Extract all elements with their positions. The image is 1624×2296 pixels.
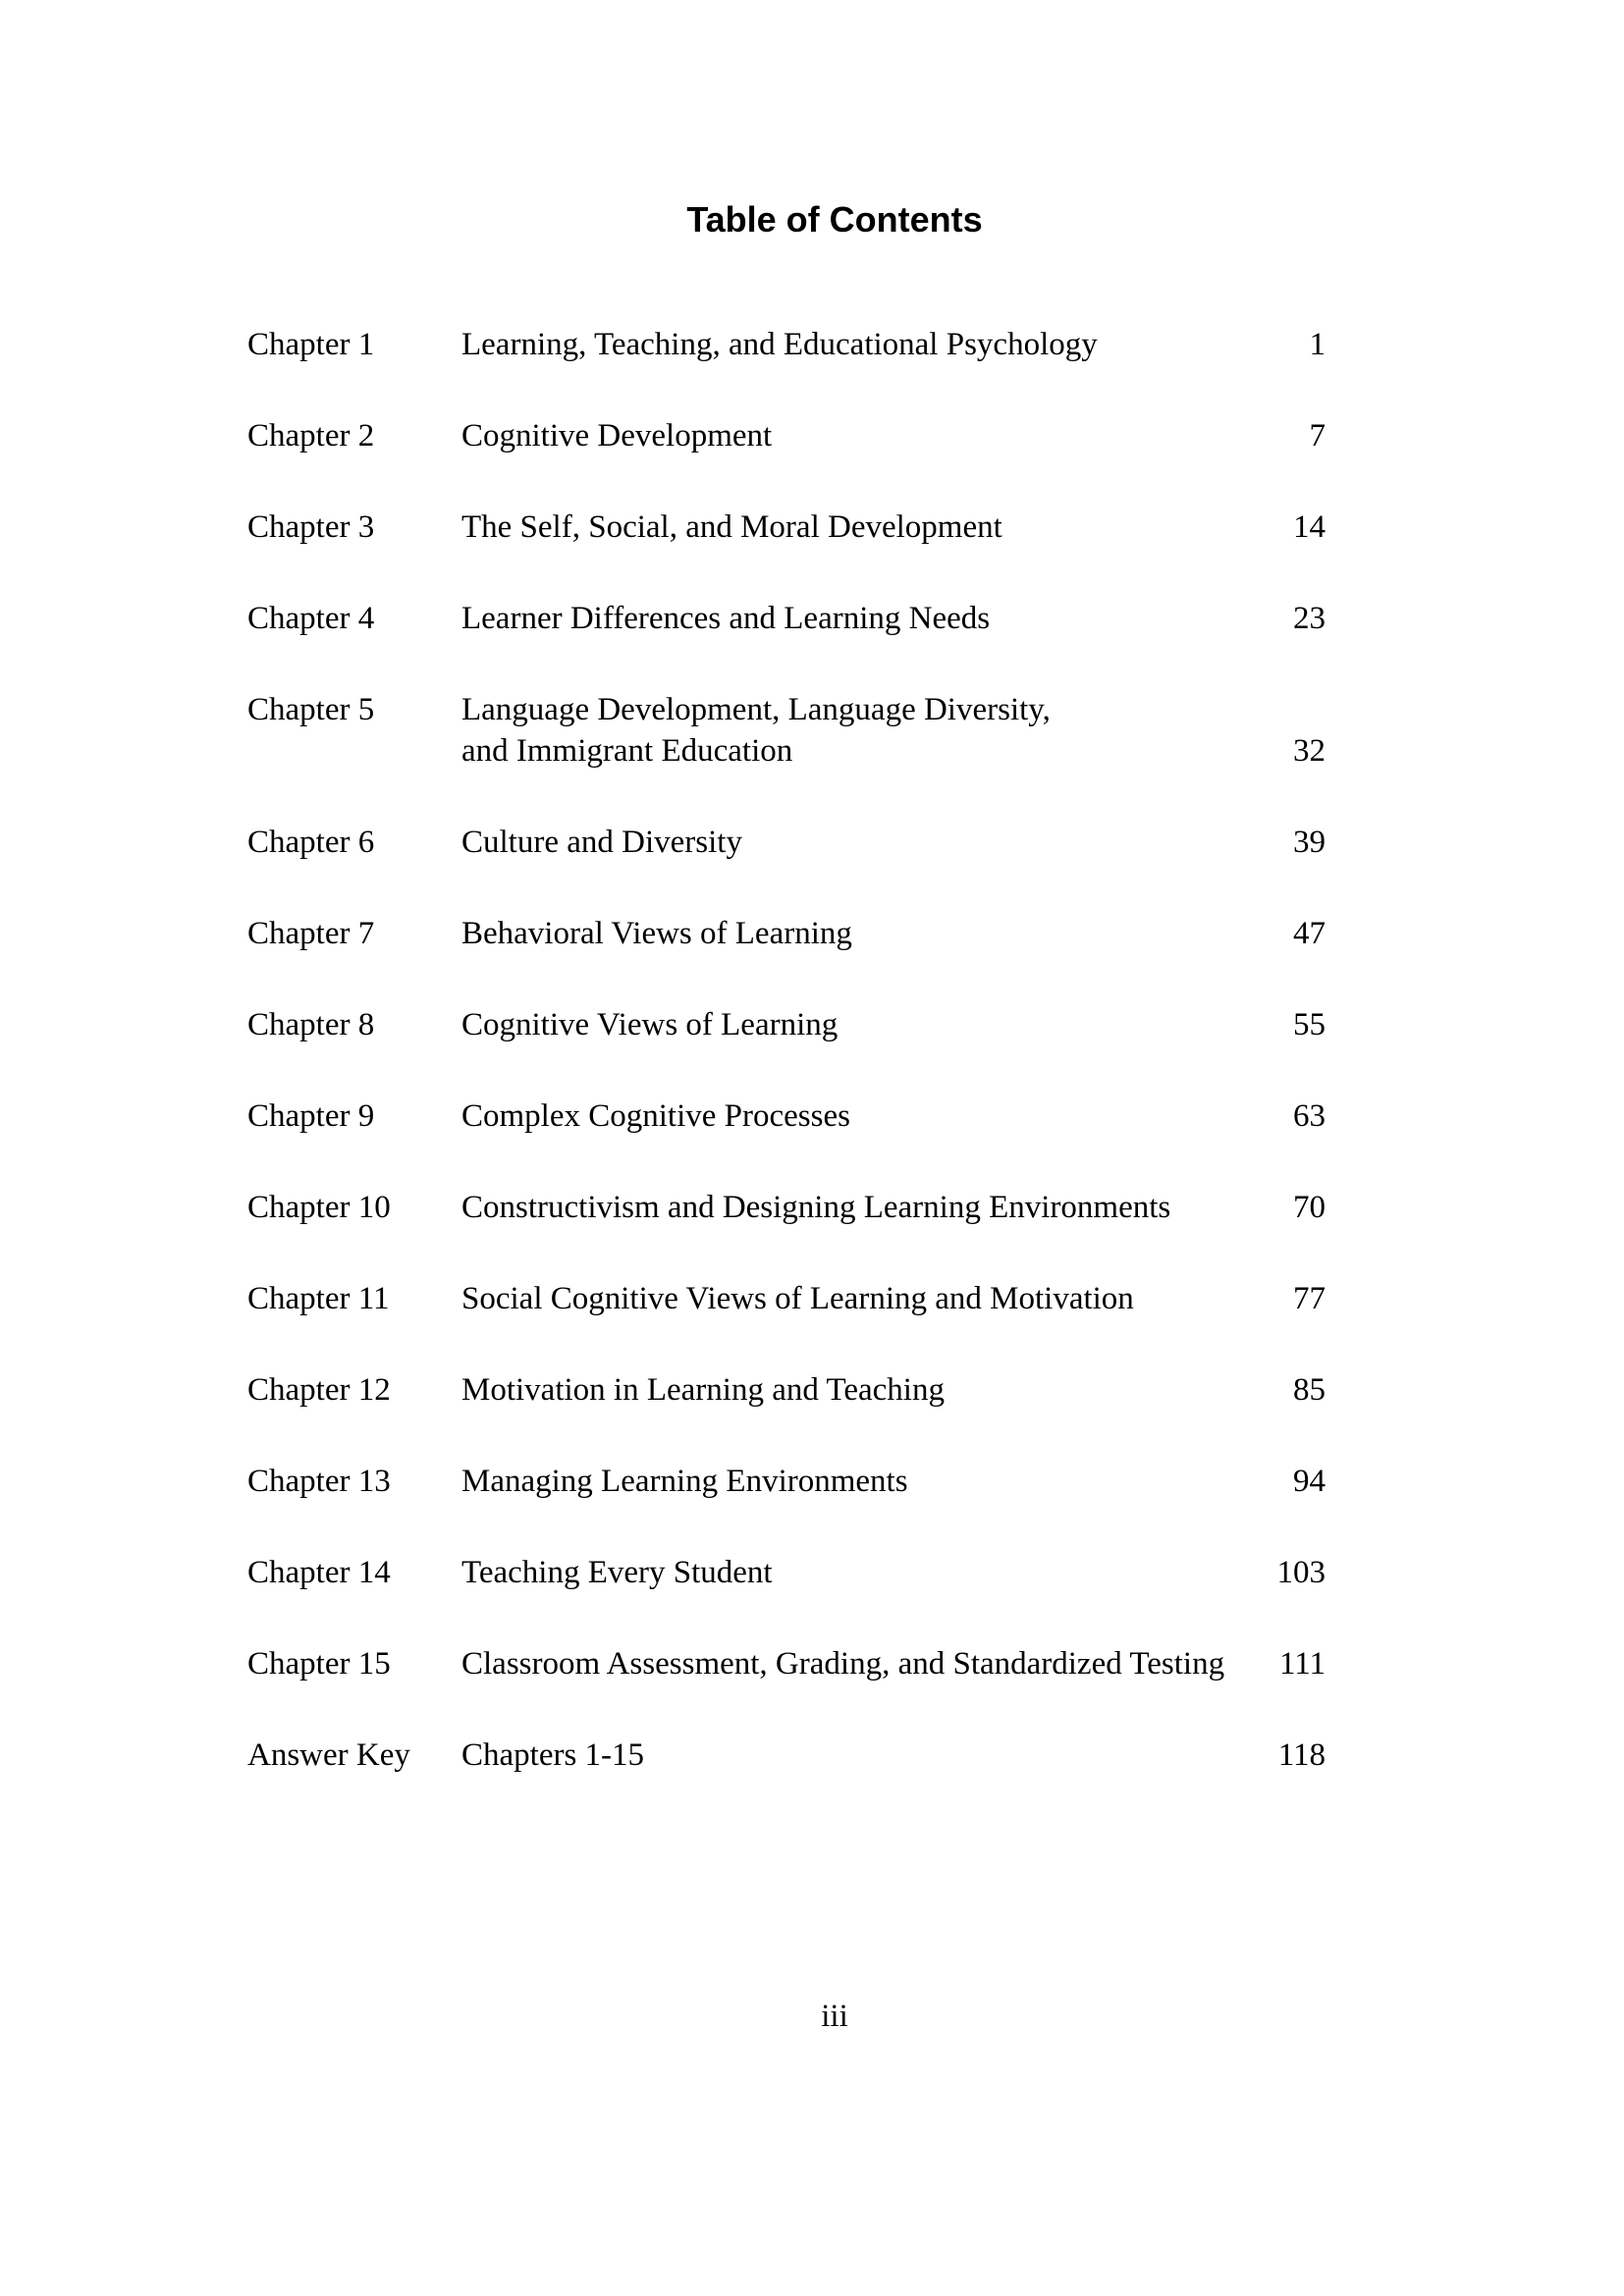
- chapter-label: Chapter 1: [247, 327, 375, 362]
- chapter-label: Chapter 3: [247, 509, 375, 545]
- toc-row: [247, 689, 1422, 772]
- chapter-page-number: 63: [1293, 1098, 1326, 1134]
- chapter-page-number: 77: [1293, 1281, 1326, 1316]
- toc-row: [247, 1369, 1422, 1411]
- chapter-title-line: Language Development, Language Diversity,: [461, 692, 1051, 727]
- chapter-label: Chapter 5: [247, 692, 375, 727]
- chapter-title: [461, 1461, 1265, 1502]
- page-title: Table of Contents: [686, 199, 983, 240]
- chapter-title-line: Chapters 1-15: [461, 1737, 645, 1773]
- chapter-page-number: 7: [1309, 418, 1326, 454]
- chapter-title-line: Behavioral Views of Learning: [461, 916, 852, 951]
- chapter-title: [461, 415, 1265, 456]
- chapter-title: [461, 324, 1265, 365]
- chapter-page-number: 111: [1278, 1646, 1326, 1682]
- chapter-label: Chapter 9: [247, 1098, 375, 1134]
- chapter-page-number: 70: [1293, 1190, 1326, 1225]
- chapter-title-line: Complex Cognitive Processes: [461, 1098, 850, 1134]
- chapter-title: [461, 1552, 1265, 1593]
- toc-row: [247, 1187, 1422, 1228]
- chapter-label: Chapter 13: [247, 1464, 391, 1499]
- chapter-title-line: Constructivism and Designing Learning Environments: [461, 1190, 1171, 1225]
- toc-row: [247, 822, 1422, 863]
- chapter-page-number: 103: [1276, 1555, 1326, 1590]
- chapter-title: [461, 1643, 1265, 1684]
- chapter-label: Chapter 2: [247, 418, 375, 454]
- chapter-title: [461, 1278, 1265, 1319]
- chapter-title: [461, 822, 1265, 863]
- chapter-title: [461, 1369, 1265, 1411]
- chapter-label: Chapter 15: [247, 1646, 391, 1682]
- chapter-page-number: 39: [1293, 825, 1326, 860]
- chapter-label: Answer Key: [247, 1737, 410, 1773]
- chapter-page-number: 47: [1293, 916, 1326, 951]
- chapter-label: Chapter 7: [247, 916, 375, 951]
- chapter-title-line: Learning, Teaching, and Educational Psychology: [461, 327, 1098, 362]
- toc-list: [247, 324, 1422, 1776]
- chapter-title: [461, 913, 1265, 954]
- chapter-title: [461, 689, 1265, 772]
- toc-row: [247, 1643, 1422, 1684]
- chapter-title-line: Social Cognitive Views of Learning and Motivation: [461, 1281, 1134, 1316]
- chapter-page-number: 14: [1293, 509, 1326, 545]
- chapter-title: [461, 1095, 1265, 1137]
- chapter-page-number: 94: [1293, 1464, 1326, 1499]
- toc-row: [247, 1004, 1422, 1045]
- chapter-label: Chapter 12: [247, 1372, 391, 1408]
- toc-row: [247, 913, 1422, 954]
- toc-row: [247, 1461, 1422, 1502]
- chapter-label: Chapter 8: [247, 1007, 375, 1042]
- chapter-label: Chapter 6: [247, 825, 375, 860]
- toc-row: [247, 1278, 1422, 1319]
- chapter-title: [461, 598, 1265, 639]
- chapter-label: Chapter 10: [247, 1190, 391, 1225]
- toc-row: [247, 598, 1422, 639]
- chapter-page-number: 55: [1293, 1007, 1326, 1042]
- toc-row: [247, 324, 1422, 365]
- chapter-page-number: 85: [1293, 1372, 1326, 1408]
- chapter-title-line: Learner Differences and Learning Needs: [461, 601, 991, 636]
- chapter-page-number: 23: [1293, 601, 1326, 636]
- chapter-title-line: Managing Learning Environments: [461, 1464, 908, 1499]
- chapter-title: [461, 1735, 1265, 1776]
- chapter-label: Chapter 14: [247, 1555, 391, 1590]
- toc-row: [247, 507, 1422, 548]
- chapter-title-line: Culture and Diversity: [461, 825, 742, 860]
- toc-row: [247, 1552, 1422, 1593]
- chapter-title: [461, 1187, 1265, 1228]
- chapter-title-line: Cognitive Views of Learning: [461, 1007, 839, 1042]
- chapter-page-number: 118: [1277, 1737, 1326, 1773]
- page-number-footer: iii: [821, 1999, 848, 2034]
- chapter-title-line: Cognitive Development: [461, 418, 773, 454]
- chapter-page-number: 32: [1293, 733, 1326, 769]
- chapter-title-line: The Self, Social, and Moral Development: [461, 509, 1002, 545]
- chapter-label: Chapter 11: [247, 1281, 390, 1316]
- toc-row: [247, 1095, 1422, 1137]
- chapter-label: Chapter 4: [247, 601, 375, 636]
- chapter-title: [461, 1004, 1265, 1045]
- chapter-title-line: and Immigrant Education: [461, 733, 793, 769]
- chapter-page-number: 1: [1309, 327, 1326, 362]
- chapter-title-line: Classroom Assessment, Grading, and Standardized Testing: [461, 1646, 1225, 1682]
- chapter-title-line: Motivation in Learning and Teaching: [461, 1372, 945, 1408]
- toc-row: [247, 1735, 1422, 1776]
- chapter-title-line: Teaching Every Student: [461, 1555, 773, 1590]
- toc-row: [247, 415, 1422, 456]
- chapter-title: [461, 507, 1265, 548]
